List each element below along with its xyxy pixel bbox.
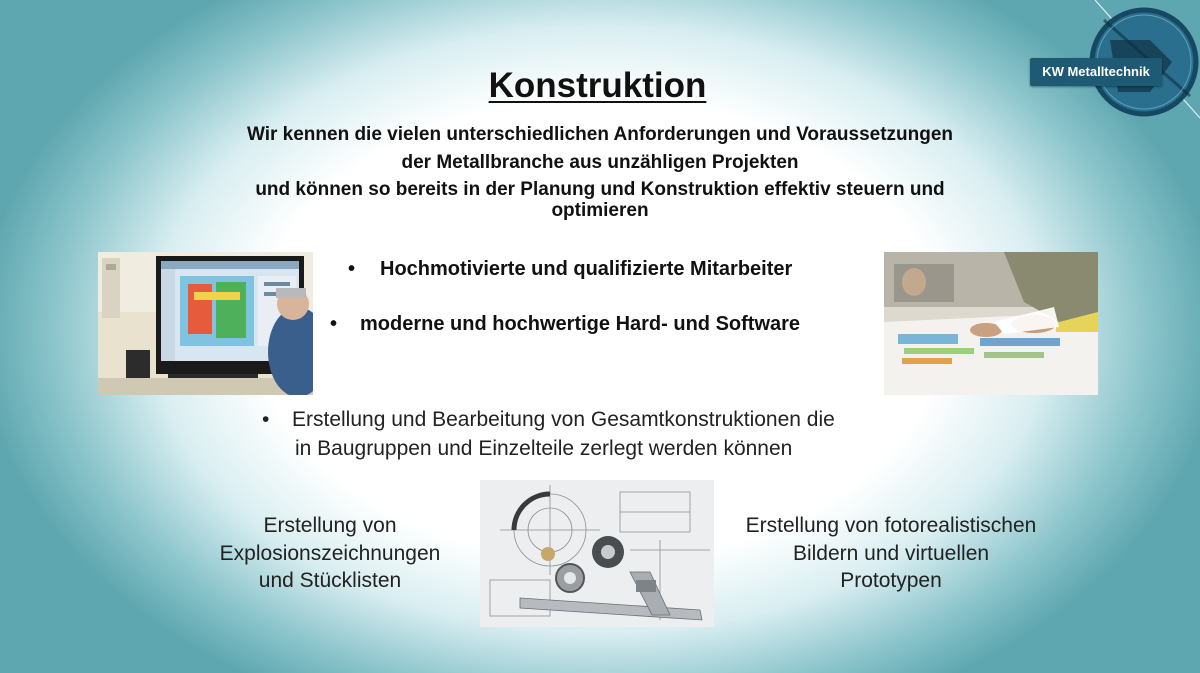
photorealistic-images-text	[720, 512, 1062, 595]
list-item	[262, 405, 962, 434]
text-line: und Stücklisten	[258, 569, 402, 592]
page-title: Konstruktion	[488, 66, 707, 105]
cad-workstation-photo	[98, 252, 313, 395]
detail-line: in Baugruppen und Einzelteile zerlegt werden können	[295, 437, 793, 460]
detail-line: Erstellung und Bearbeitung von Gesamtkonstruktionen die	[292, 408, 835, 431]
text-line: Erstellung von	[263, 514, 397, 537]
logo-text: KW Metalltechnik	[1030, 58, 1162, 86]
highlight-text: Hochmotivierte und qualifizierte Mitarbeiter	[380, 258, 793, 280]
list-item	[348, 258, 792, 281]
intro-line: und können so bereits in der Planung und Konstruktion effektiv steuern und	[255, 179, 945, 200]
text-line: Prototypen	[840, 569, 942, 592]
list-item	[330, 313, 800, 336]
text-line: Explosionszeichnungen	[219, 541, 441, 565]
text-line: Erstellung von fotorealistischen	[745, 514, 1037, 537]
text-line: Bildern und virtuellen	[792, 541, 990, 565]
company-logo	[1000, 0, 1200, 130]
intro-line: der Metallbranche aus unzähligen Projekten	[401, 152, 799, 173]
intro-line: optimieren	[551, 200, 649, 221]
detail-bullet	[262, 405, 962, 463]
intro-line: Wir kennen die vielen unterschiedlichen Anforderungen und Voraussetzungen	[246, 124, 954, 145]
explosion-drawings-text	[195, 512, 465, 595]
bullet-icon: •	[348, 258, 356, 280]
bullet-icon: •	[262, 408, 270, 431]
bullet-icon: •	[330, 313, 338, 335]
technical-drawing-caliper-photo	[480, 480, 714, 627]
highlight-text: moderne und hochwertige Hard- und Software	[360, 313, 801, 335]
intro-text	[100, 121, 1100, 219]
drawing-review-photo	[884, 252, 1098, 395]
